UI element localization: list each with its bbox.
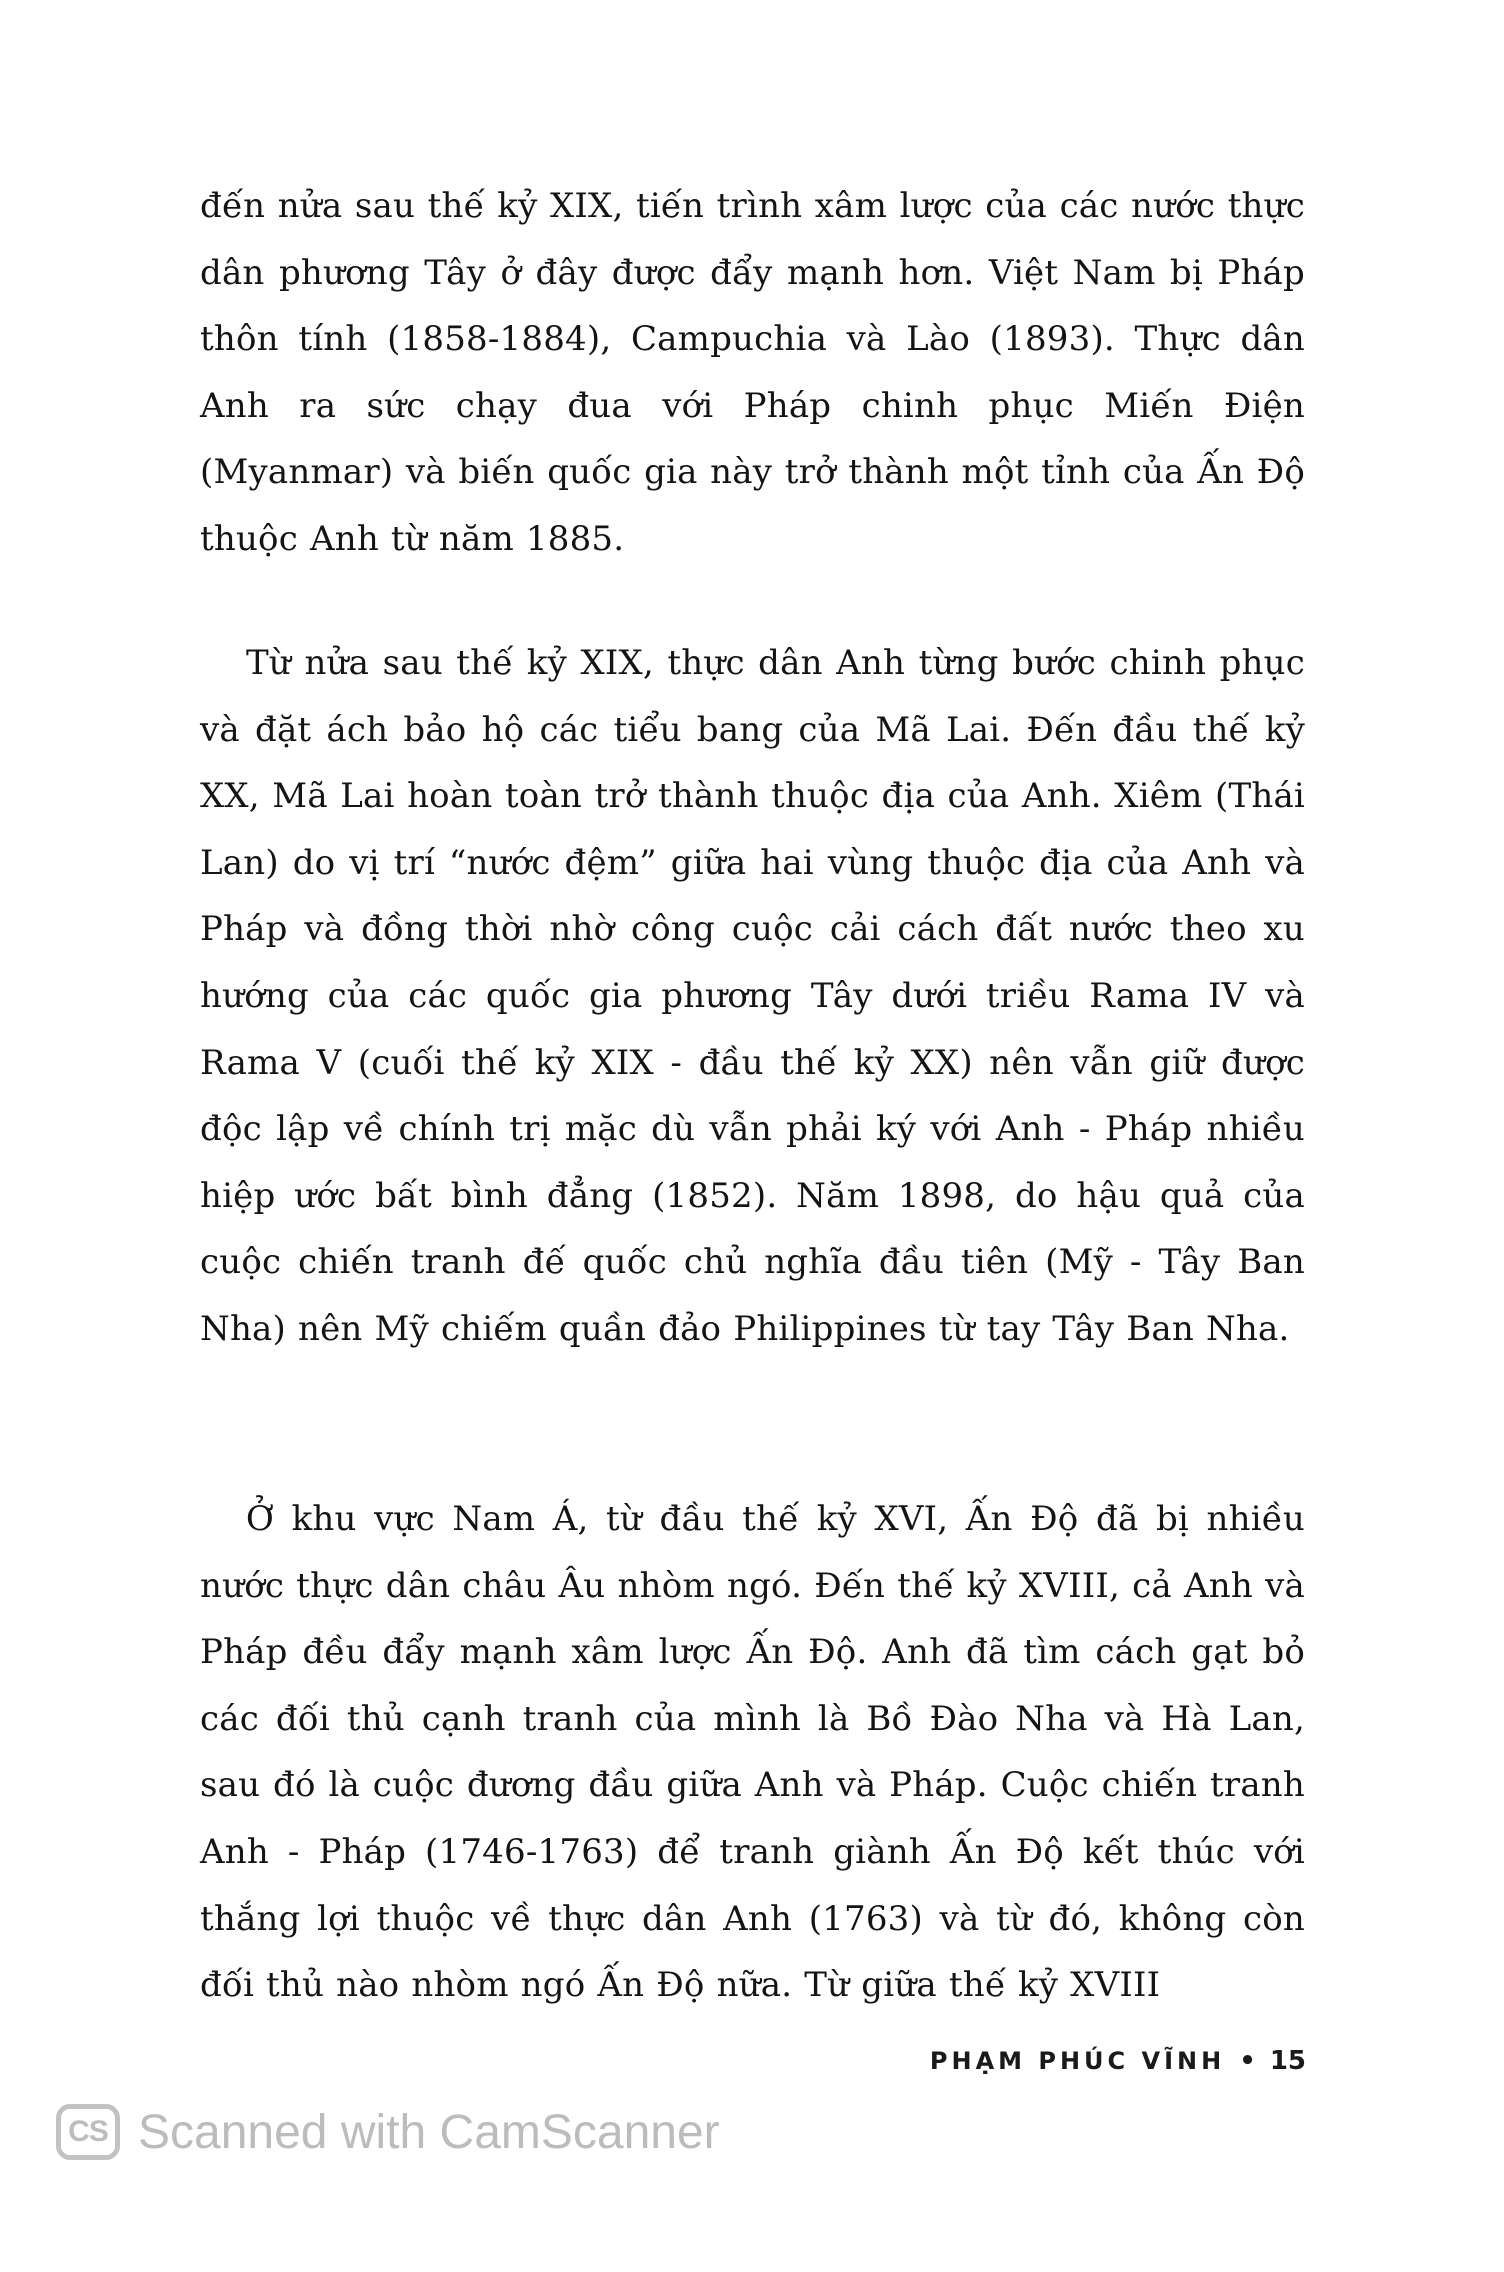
footer-separator: • <box>1239 2046 1256 2076</box>
page-number: 15 <box>1269 2046 1306 2076</box>
camscanner-watermark <box>56 2104 720 2160</box>
paragraph-3: Ở khu vực Nam Á, từ đầu thế kỷ XVI, Ấn Độ đã bị nhiều nước thực dân châu Âu nhòm ngó. Đến thế kỷ XVIII, cả Anh và Pháp đều đẩy mạnh xâm lược Ấn Độ. Anh đã tìm cách gạt bỏ các đối thủ cạnh tranh của mình là Bồ Đào Nha và Hà Lan, sau đó là cuộc đương đầu giữa Anh và Pháp. Cuộc chiến tranh Anh - Pháp (1746-1763) để tranh giành Ấn Độ kết thúc với thắng lợi thuộc về thực dân Anh (1763) và từ đó, không còn đối thủ nào nhòm ngó Ấn Độ nữa. Từ giữa thế kỷ XVIII <box>200 1499 1305 2006</box>
page-footer <box>930 2046 1306 2076</box>
paragraph-2: Từ nửa sau thế kỷ XIX, thực dân Anh từng bước chinh phục và đặt ách bảo hộ các tiểu bang của Mã Lai. Đến đầu thế kỷ XX, Mã Lai hoàn toàn trở thành thuộc địa của Anh. Xiêm (Thái Lan) do vị trí “nước đệm” giữa hai vùng thuộc địa của Anh và Pháp và đồng thời nhờ công cuộc cải cách đất nước theo xu hướng của các quốc gia phương Tây dưới triều Rama IV và Rama V (cuối thế kỷ XIX - đầu thế kỷ XX) nên vẫn giữ được độc lập về chính trị mặc dù vẫn phải ký với Anh - Pháp nhiều hiệp ước bất bình đẳng (1852). Năm 1898, do hậu quả của cuộc chiến tranh đế quốc chủ nghĩa đầu tiên (Mỹ - Tây Ban Nha) nên Mỹ chiếm quần đảo Philippines từ tay Tây Ban Nha. <box>200 643 1305 1349</box>
watermark-text: Scanned with CamScanner <box>138 2105 720 2159</box>
camscanner-logo-icon: CS <box>56 2104 120 2160</box>
author-name: PHẠM PHÚC VĨNH <box>929 2047 1226 2075</box>
paragraph-1: đến nửa sau thế kỷ XIX, tiến trình xâm lược của các nước thực dân phương Tây ở đây được đẩy mạnh hơn. Việt Nam bị Pháp thôn tính (1858-1884), Campuchia và Lào (1893). Thực dân Anh ra sức chạy đua với Pháp chinh phục Miến Điện (Myanmar) và biến quốc gia này trở thành một tỉnh của Ấn Độ thuộc Anh từ năm 1885. <box>200 186 1305 559</box>
